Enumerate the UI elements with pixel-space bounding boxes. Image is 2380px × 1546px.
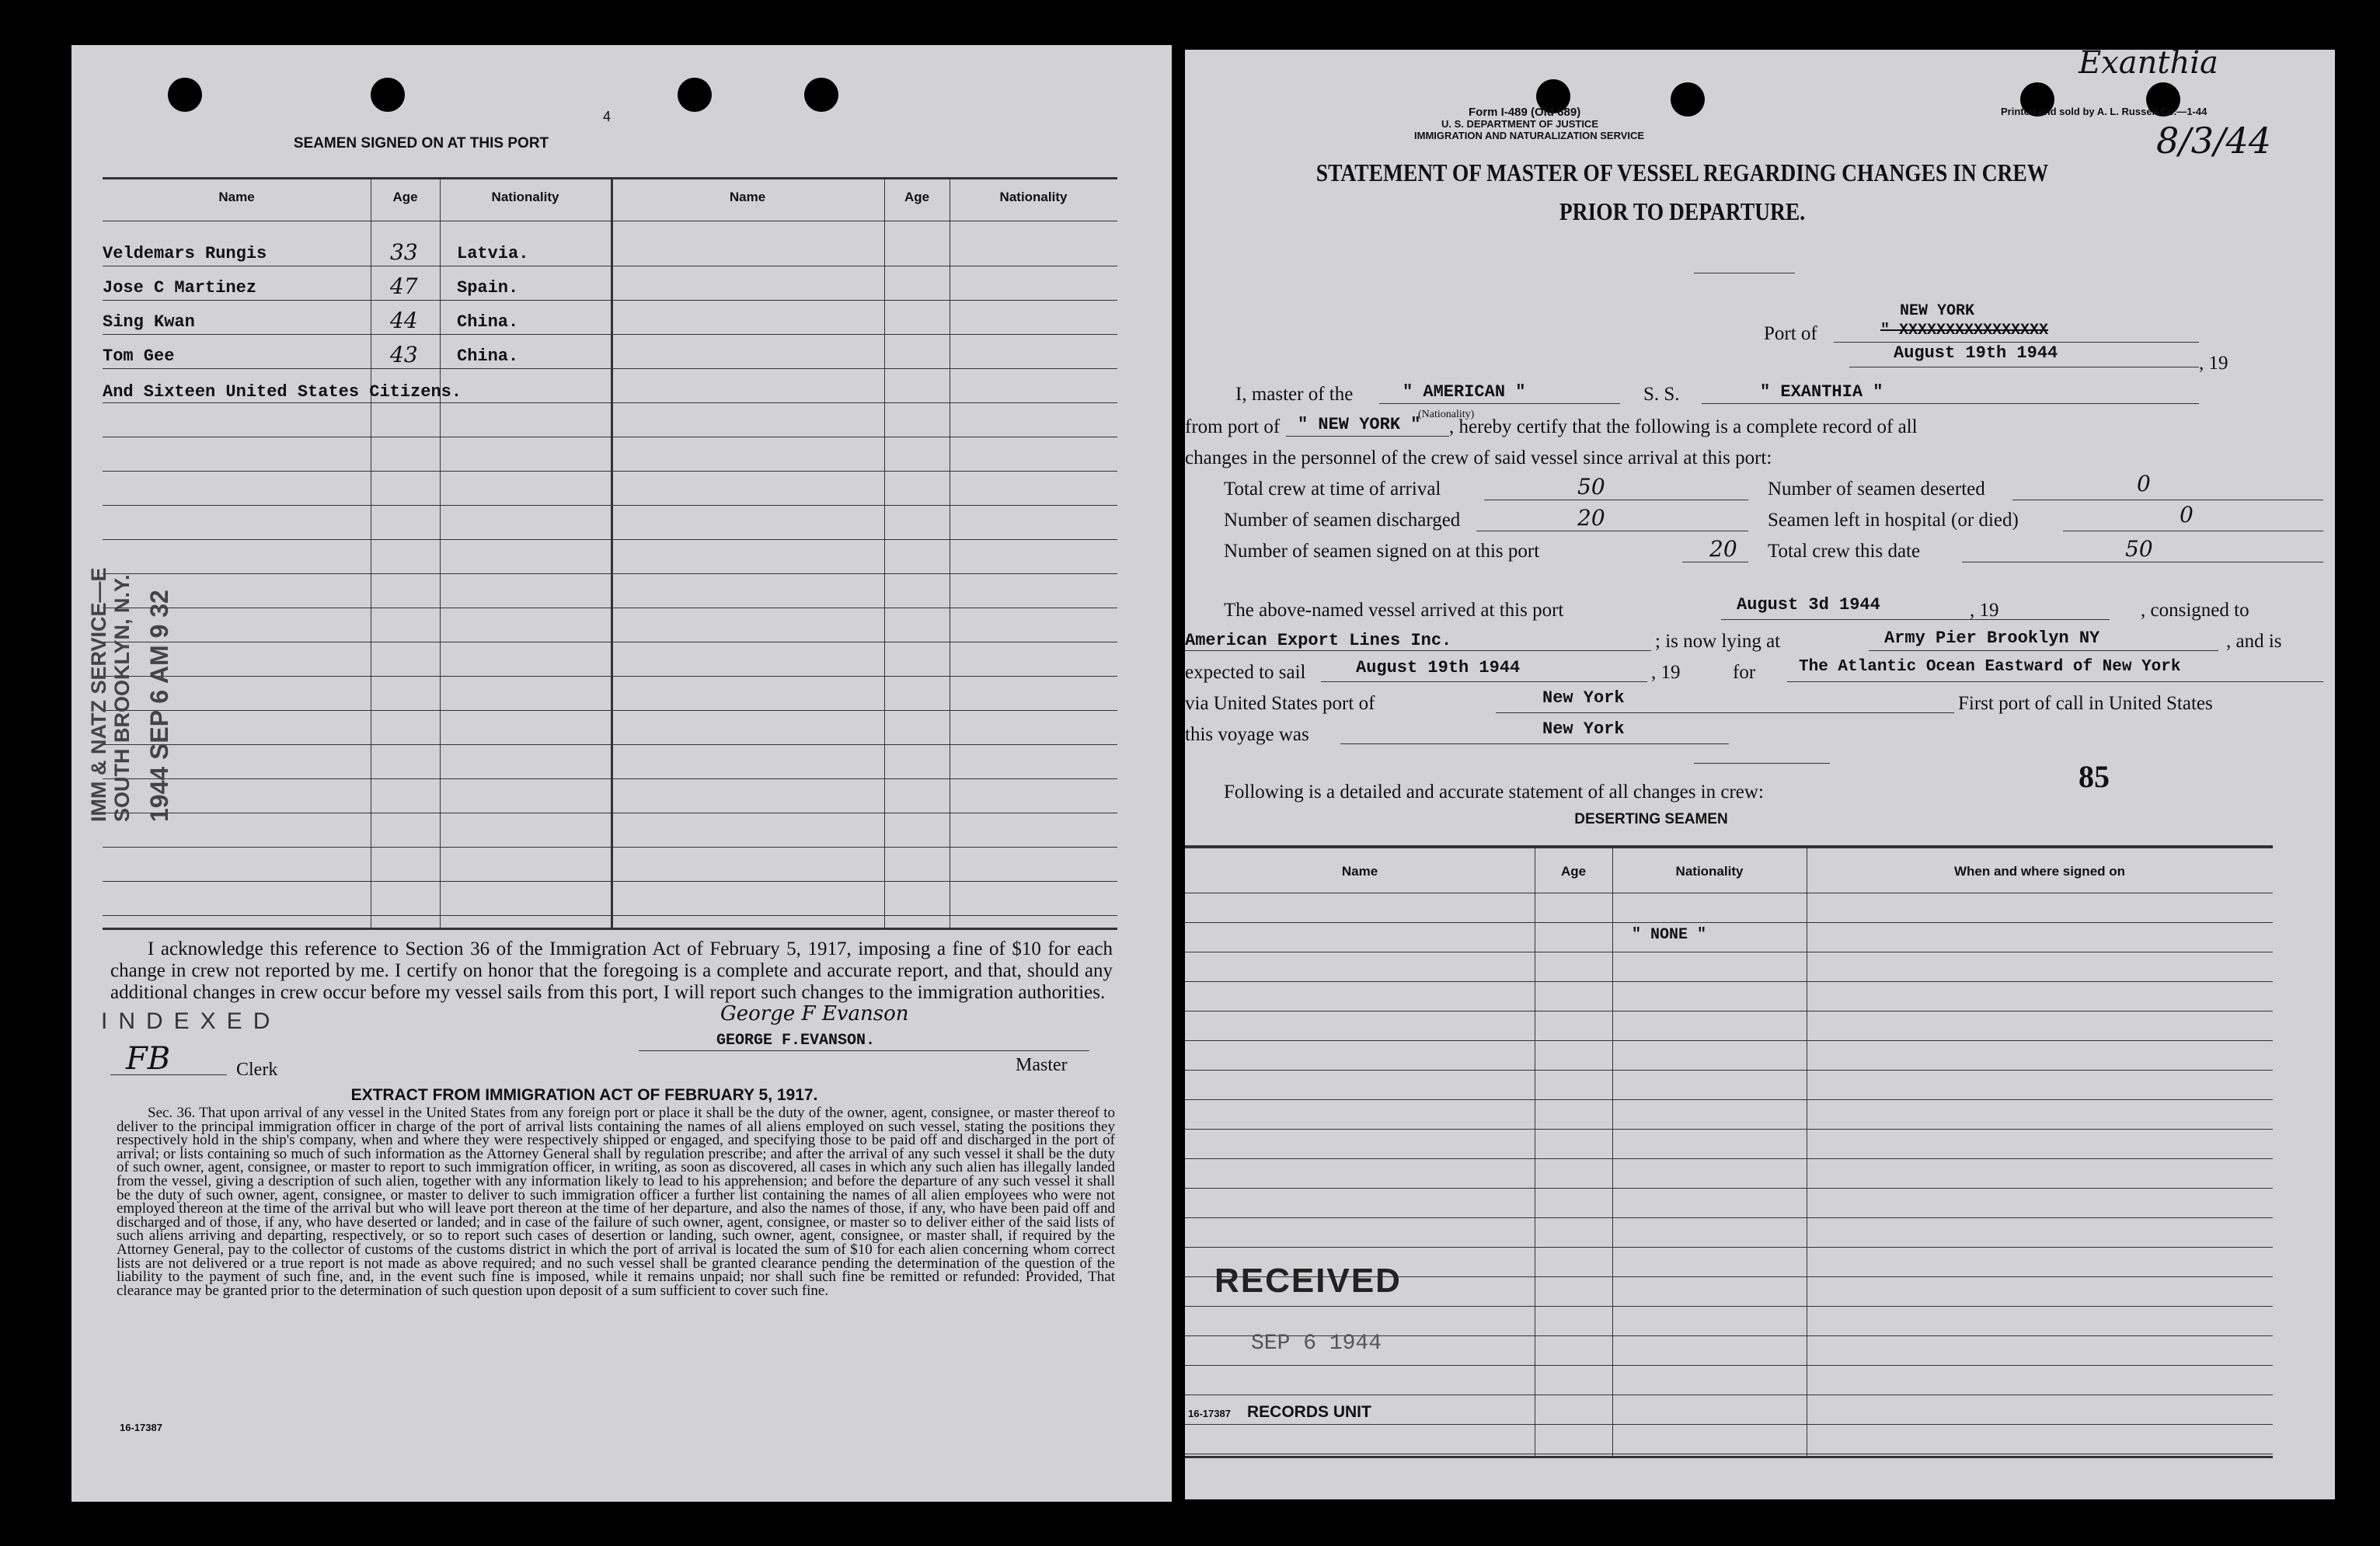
stat-label: Total crew this date	[1768, 541, 1921, 562]
consignee: American Export Lines Inc.	[1185, 631, 1452, 650]
col-header-name-2: Name	[729, 190, 766, 204]
clerk-label: Clerk	[236, 1060, 278, 1080]
from-port-label: from port of	[1185, 416, 1281, 437]
col-header-nationality-2: Nationality	[999, 190, 1068, 204]
following-text: Following is a detailed and accurate statement of all changes in crew:	[1224, 782, 1764, 803]
voyage-label: this voyage was	[1185, 724, 1309, 745]
extract-text: Sec. 36. That upon arrival of any vessel in the United States from any foreign port or place it shall be the duty of the owner, agent, consignee, or master thereof to deliver to the principal immigration officer in charge of the port of arrival lists containing the names of all aliens employed on such vessel, stating the positions they respectively hold in the ship's company, when and where they were respectively shipped or engaged, and specifying those to be paid off and discharged in the port of arrival; or lists containing so much of such information as the Attorney General shall by regulation prescribe; and after the arrival of any such vessel it shall be the duty of such owner, agent, consignee, or master to report to such immigration officer, in writing, as soon as discovered, all cases in which any such alien has illegally landed from the vessel, giving a description of such alien, together with any information likely to lead to his apprehension; and before the departure of any such vessel it shall be the duty of such owner, agent, consignee, or master to deliver to such immigration officer a further list containing the names of all alien employees who were not employed thereon at the time of the arrival but who will leave port thereon at the time of her departure, and also the names of those, if any, who have been paid off and discharged and of those, if any, who have deserted or landed; and in case of the failure of such owner, agent, consignee, or master so to deliver either of the said lists of such aliens arriving and departing, respectively, or so to report such cases of desertion or landing, such owner, agent, consignee, or master shall, if required by the Attorney General, pay to the collector of customs of the customs district in which the port of arrival is located the sum of $10 for each alien concerning whom correct lists are not delivered or a true report is not made as above required; and no such vessel shall be granted clearance pending the determination of the question of the liability to the payment of such fine, and, in the event such fine is imposed, while it remains unpaid; nor shall such fine be remitted or refunded: Provided, That clearance may be granted prior to the determination of such question upon deposit of a sum sufficient to cover such fine.	[117, 1105, 1115, 1299]
records-unit-stamp: RECORDS UNIT	[1247, 1403, 1371, 1421]
stat-label: Number of seamen discharged	[1224, 510, 1461, 531]
table-rule	[103, 744, 1117, 745]
page-number: 4	[603, 109, 612, 124]
deserting-title: DESERTING SEAMEN	[1574, 811, 1728, 827]
table-rule	[1185, 1099, 2273, 1100]
page-number-85: 85	[2079, 759, 2110, 794]
consigned-label: , consigned to	[2141, 600, 2249, 621]
form-code: 16-17387	[120, 1422, 162, 1433]
table-rule	[103, 368, 1117, 369]
table-rule	[103, 402, 1117, 403]
table-rule	[103, 847, 1117, 848]
col-header-nationality: Nationality	[1675, 864, 1744, 879]
table-rule	[103, 676, 1117, 677]
table-rule	[103, 778, 1117, 779]
seaman-age: 33	[390, 239, 418, 265]
received-stamp: RECEIVED	[1214, 1262, 1402, 1300]
table-rule	[1185, 1217, 2273, 1218]
punch-hole	[1671, 82, 1705, 117]
col-header-when-where: When and where signed on	[1953, 864, 2126, 879]
master-name: GEORGE F.EVANSON.	[716, 1032, 876, 1050]
nationality-caption: (Nationality)	[1418, 409, 1475, 420]
table-rule	[1185, 1011, 2273, 1012]
service: IMMIGRATION AND NATURALIZATION SERVICE	[1414, 130, 1645, 141]
stat-label: Total crew at time of arrival	[1224, 479, 1441, 500]
form-title: STATEMENT OF MASTER OF VESSEL REGARDING CHANGES IN CREW	[1315, 158, 2049, 186]
port-struck: " XXXXXXXXXXXXXXXX	[1880, 322, 2049, 339]
handwritten-date: 8/3/44	[2156, 120, 2272, 162]
seaman-name: Veldemars Rungis	[103, 244, 267, 263]
col-header-name: Name	[218, 190, 255, 204]
date-suffix: , 19	[2199, 353, 2228, 374]
col-header-name: Name	[1341, 864, 1378, 879]
via-label: via United States port of	[1185, 693, 1375, 714]
right-page	[1185, 45, 2335, 1499]
stat-value: 0	[2137, 471, 2151, 496]
voyage-port: New York	[1542, 719, 1625, 739]
from-port-value: " NEW YORK "	[1298, 415, 1421, 434]
table-rule	[1185, 1188, 2273, 1189]
lying-label: ; is now lying at	[1655, 631, 1781, 652]
form-number: Form I-489 (Old 689)	[1469, 106, 1581, 119]
seaman-nationality: Latvia.	[457, 244, 529, 263]
col-header-age: Age	[1560, 864, 1587, 879]
seaman-name: Jose C Martinez	[103, 278, 257, 298]
indexed-stamp: INDEXED	[101, 1008, 281, 1034]
table-rule	[103, 915, 1117, 916]
certify-text: , hereby certify that the following is a complete record of all	[1449, 416, 1918, 437]
via-port: New York	[1542, 688, 1625, 708]
stat-value: 20	[1709, 536, 1737, 562]
table-rule	[103, 505, 1117, 506]
seaman-age: 43	[390, 342, 418, 367]
destination: The Atlantic Ocean Eastward of New York	[1799, 658, 2181, 676]
stat-value: 0	[2180, 502, 2194, 528]
stat-label: Seamen left in hospital (or died)	[1768, 510, 2019, 531]
seaman-nationality: Spain.	[457, 278, 519, 298]
expected-label: expected to sail	[1185, 662, 1306, 683]
table-rule	[1185, 922, 2273, 923]
master-label: Master	[1016, 1055, 1068, 1075]
section-title: SEAMEN SIGNED ON AT THIS PORT	[293, 135, 549, 151]
statement-date: August 19th 1944	[1894, 343, 2058, 363]
seaman-age: 44	[390, 308, 418, 333]
col-header-age-2: Age	[904, 190, 930, 204]
ss-label: S. S.	[1643, 384, 1680, 405]
punch-hole	[168, 78, 202, 112]
master-of-label: I, master of the	[1235, 384, 1354, 405]
col-header-nationality: Nationality	[491, 190, 559, 204]
table-rule	[103, 710, 1117, 711]
first-port-label: First port of call in United States	[1958, 693, 2213, 714]
seaman-nationality: China.	[457, 346, 519, 366]
form-title-2: PRIOR TO DEPARTURE.	[1559, 197, 1806, 225]
left-page	[71, 45, 1172, 1502]
seaman-age: 47	[390, 273, 418, 299]
stat-label: Number of seamen signed on at this port	[1224, 541, 1540, 562]
col-header-age: Age	[392, 190, 418, 204]
handwritten-ship-name: Exanthia	[2079, 45, 2218, 81]
us-citizens-row: And Sixteen United States Citizens.	[103, 382, 462, 402]
table-rule	[103, 539, 1117, 540]
nationality-value: " AMERICAN "	[1403, 382, 1526, 402]
table-rule	[103, 881, 1117, 882]
punch-hole	[678, 78, 712, 112]
arrived-suffix: , 19	[1970, 600, 1999, 621]
ship-name: " EXANTHIA "	[1760, 382, 1883, 402]
table-rule	[1185, 1158, 2273, 1159]
seaman-name: Sing Kwan	[103, 312, 195, 332]
table-rule	[1185, 1247, 2273, 1248]
clerk-initials: FB	[126, 1041, 171, 1077]
arrival-date: August 3d 1944	[1737, 595, 1880, 615]
printer-note: Printed and sold by A. L. Russell Co.—1-44	[2001, 106, 2208, 117]
received-timestamp-stamp: IMM & NATZ SERVICE—E SOUTH BROOKLYN, N.Y. 1944 SEP 6 AM 9 32	[87, 567, 173, 822]
lying-location: Army Pier Brooklyn NY	[1884, 628, 2100, 648]
port-label: Port of	[1764, 323, 1817, 344]
table-rule	[1185, 1040, 2273, 1041]
seaman-nationality: China.	[457, 312, 519, 332]
department: U. S. DEPARTMENT OF JUSTICE	[1441, 118, 1598, 130]
table-rule	[1185, 1424, 2273, 1425]
for-label: for	[1733, 662, 1756, 683]
table-rule	[103, 334, 1117, 335]
acknowledgement-text: I acknowledge this reference to Section 36 of the Immigration Act of February 5, 1917, imposing a fine of $10 for each change in crew not reported by me. I certify on honor that the foregoing is a complete and accurate report, and that, should any additional changes in crew occur before my vessel sails from this port, I will report such changes to the immigration authorities.	[110, 938, 1113, 1003]
table-rule	[1185, 1129, 2273, 1130]
none-entry: " NONE "	[1632, 926, 1707, 944]
extract-title: EXTRACT FROM IMMIGRATION ACT OF FEBRUARY 5, 1917.	[350, 1086, 818, 1104]
table-rule	[103, 300, 1117, 301]
table-rule	[1185, 981, 2273, 982]
master-signature: George F Evanson	[720, 1002, 909, 1025]
sail-date: August 19th 1944	[1356, 658, 1521, 677]
form-code: 16-17387	[1188, 1408, 1231, 1419]
stat-value: 20	[1577, 505, 1605, 531]
table-rule	[1185, 1365, 2273, 1366]
sail-suffix: , 19	[1651, 662, 1681, 683]
and-is: , and is	[2226, 631, 2282, 652]
seaman-name: Tom Gee	[103, 346, 175, 366]
table-rule	[1185, 1306, 2273, 1307]
table-rule	[103, 471, 1117, 472]
changes-text: changes in the personnel of the crew of said vessel since arrival at this port:	[1185, 447, 1772, 468]
stat-value: 50	[1577, 474, 1605, 500]
received-date-stamp: SEP 6 1944	[1251, 1332, 1382, 1356]
stat-label: Number of seamen deserted	[1768, 479, 1985, 500]
stat-value: 50	[2125, 536, 2153, 562]
punch-hole	[804, 78, 838, 112]
table-rule	[1185, 1070, 2273, 1071]
port-value: NEW YORK	[1900, 302, 1975, 320]
punch-hole	[371, 78, 405, 112]
arrived-label: The above-named vessel arrived at this port	[1224, 600, 1564, 621]
table-rule	[103, 573, 1117, 574]
